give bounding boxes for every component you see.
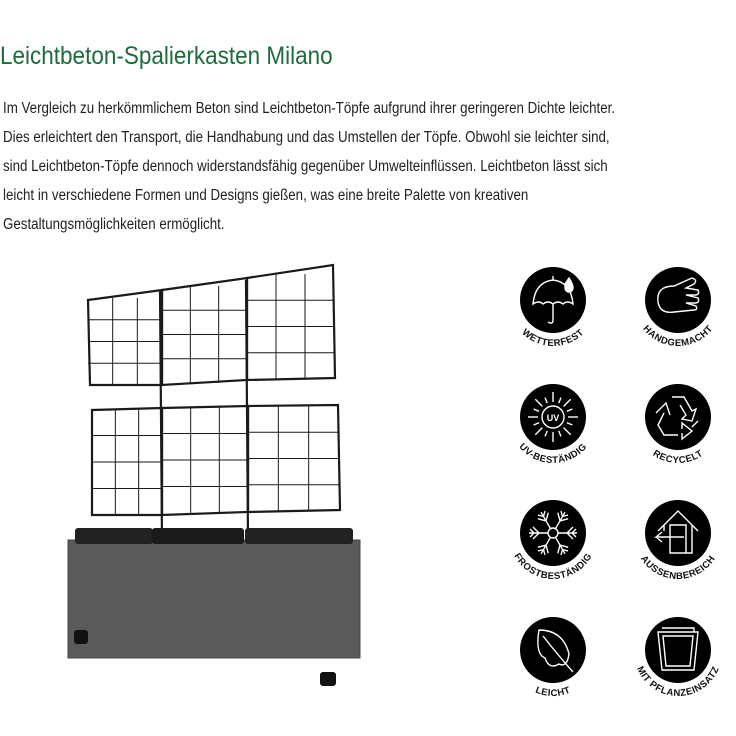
- feature-badge-aussenbereich: [628, 493, 728, 603]
- description-line: Im Vergleich zu herkömmlichem Beton sind Leichtbeton-Töpfe aufgrund ihrer geringeren Dichte leichter.: [3, 100, 616, 117]
- feature-label: MIT PFLANZEINSATZ: [634, 664, 722, 700]
- feature-label: UV-BESTÄNDIG: [516, 441, 590, 467]
- badge-circle: [645, 384, 711, 450]
- page-title: Leichtbeton-Spalierkasten Milano: [0, 42, 333, 70]
- badge-circle: [645, 500, 711, 566]
- feature-label: LEICHT: [533, 684, 573, 700]
- feature-badge-uv-beständig: [503, 377, 603, 487]
- uv-text: UV: [546, 413, 560, 423]
- feature-label: RECYCELT: [650, 448, 706, 467]
- feature-label: AUSSENBEREICH: [638, 553, 718, 583]
- feature-label: HANDGEMACHT: [640, 323, 716, 350]
- description-line: leicht in verschiedene Formen und Designs gießen, was eine breite Palette von kreativen: [3, 187, 529, 204]
- product-description: [3, 94, 715, 239]
- feature-badge-wetterfest: [503, 260, 603, 370]
- feature-badge-frostbeständig: [503, 493, 603, 603]
- product-image-trellis-planter: [0, 250, 420, 700]
- feature-label: WETTERFEST: [519, 326, 587, 350]
- description-line: sind Leichtbeton-Töpfe dennoch widerstandsfähig gegenüber Umwelteinflüssen. Leichtbeton lässt sich: [3, 158, 608, 175]
- feature-badge-mit-pflanzeinsatz: [628, 610, 728, 720]
- badge-circle: [645, 617, 711, 683]
- feature-badge-leicht: [503, 610, 603, 720]
- badge-circle: [645, 267, 711, 333]
- description-line: Gestaltungsmöglichkeiten ermöglicht.: [3, 216, 225, 233]
- feature-label: FROSTBESTÄNDIG: [511, 551, 595, 583]
- badge-circle: [520, 617, 586, 683]
- feature-badge-handgemacht: [628, 260, 728, 370]
- feature-badge-recycelt: [628, 377, 728, 487]
- description-line: Dies erleichtert den Transport, die Handhabung und das Umstellen der Töpfe. Obwohl sie leichter sind,: [3, 129, 610, 146]
